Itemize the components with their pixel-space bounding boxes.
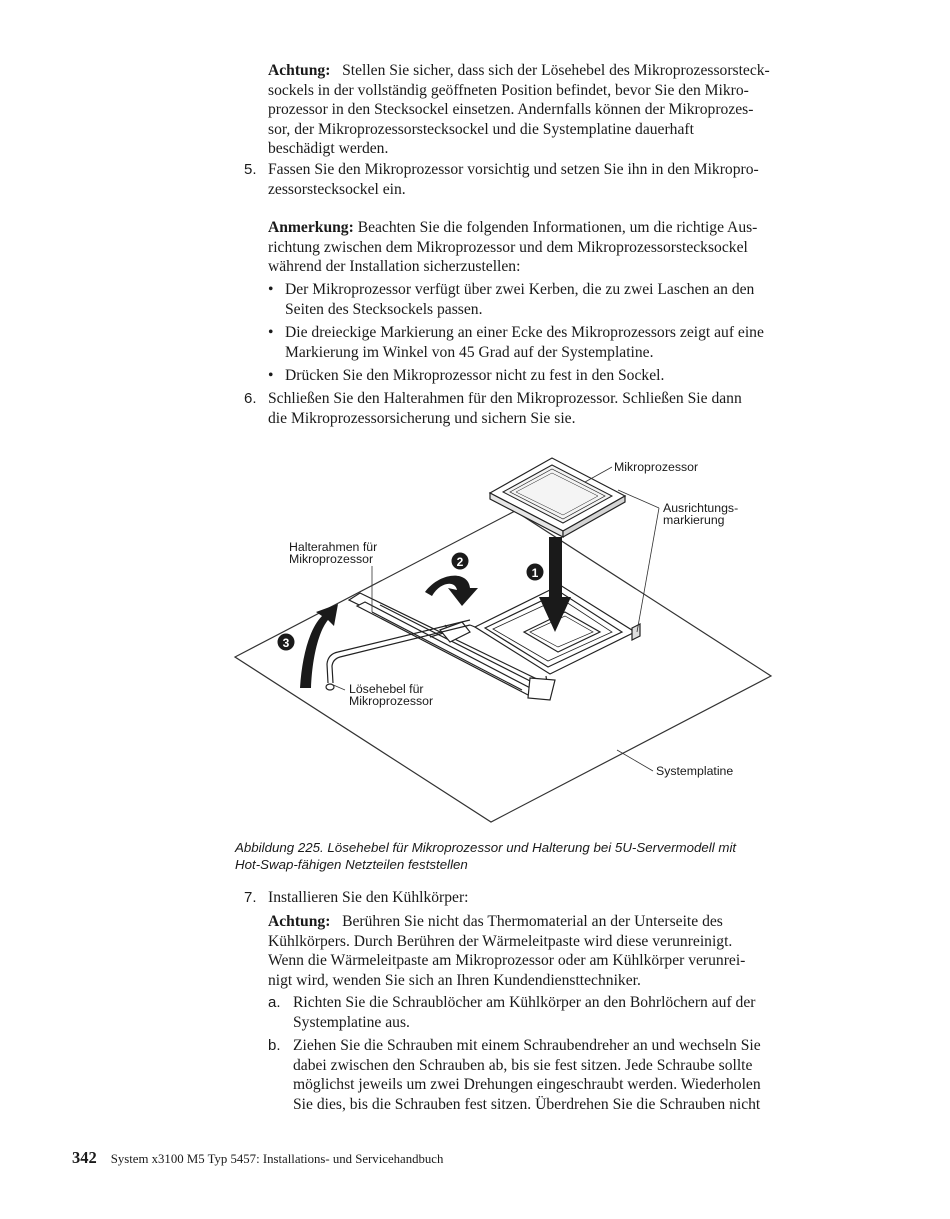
substep-letter: a. (268, 994, 281, 1011)
step-number: 6. (244, 390, 257, 407)
step-7-title: Installieren Sie den Kühlkörper: (268, 889, 469, 906)
attention-line: nigt wird, wenden Sie sich an Ihren Kundendiensttechniker. (268, 971, 641, 989)
label-retention-frame: Halterahmen für (289, 540, 378, 554)
note-line: richtung zwischen dem Mikroprozessor und dem Mikroprozessorstecksockel (268, 238, 748, 256)
substep-line: Systemplatine aus. (293, 1013, 410, 1031)
attention-line: prozessor in den Stecksockel einsetzen. Andernfalls können der Mikroprozes- (268, 101, 754, 118)
caption-line: Hot-Swap-fähigen Netzteilen feststellen (235, 857, 468, 872)
step-number: 7. (244, 889, 257, 906)
callout-2 (452, 553, 469, 570)
callout-1 (527, 564, 544, 581)
footer-text: System x3100 M5 Typ 5457: Installations- und Servicehandbuch (110, 1152, 444, 1166)
attention-line: Stellen Sie sicher, dass sich der Lösehebel des Mikroprozessorsteck- (342, 62, 770, 79)
attention-line: beschädigt werden. (268, 140, 389, 157)
callout-number: 3 (282, 636, 290, 650)
step-line: die Mikroprozessorsicherung und sichern Sie sie. (268, 409, 576, 427)
attention-line: Berühren Sie nicht das Thermomaterial an der Unterseite des (342, 913, 723, 930)
attention-label: Achtung: (268, 62, 331, 79)
bullet-marker: • (268, 324, 274, 341)
bullet-line: Der Mikroprozessor verfügt über zwei Kerben, die zu zwei Laschen an den (285, 281, 755, 298)
figure-caption (235, 839, 835, 873)
label-alignment-mark: Ausrichtungs- (663, 501, 739, 515)
bullet-marker: • (268, 367, 274, 384)
substep-letter: b. (268, 1037, 281, 1054)
attention-line: Kühlkörpers. Durch Berühren der Wärmeleitpaste wird diese verunreinigt. (268, 932, 733, 950)
page-number: 342 (72, 1148, 97, 1167)
callout-number: 1 (531, 566, 539, 580)
bullet-line: Drücken Sie den Mikroprozessor nicht zu fest in den Sockel. (285, 367, 665, 384)
step-number: 5. (244, 161, 257, 178)
bullet-line: Seiten des Stecksockels passen. (285, 300, 483, 318)
attention-line: sor, der Mikroprozessorstecksockel und die Systemplatine dauerhaft (268, 120, 694, 138)
label-system-board: Systemplatine (656, 764, 734, 778)
step-line: Fassen Sie den Mikroprozessor vorsichtig und setzen Sie ihn in den Mikropro- (268, 161, 759, 178)
substep-line: Richten Sie die Schraublöcher am Kühlkörper an den Bohrlöchern auf der (293, 994, 756, 1011)
page-footer (72, 1148, 443, 1168)
callout-number: 2 (456, 555, 464, 569)
label-retention-frame: Mikroprozessor (289, 552, 374, 566)
note-line: Beachten Sie die folgenden Informationen, um die richtige Aus- (357, 219, 758, 236)
substep-line: dabei zwischen den Schrauben ab, bis sie fest sitzen. Jede Schraube sollte (293, 1056, 753, 1074)
callout-3 (278, 634, 295, 651)
note-label: Anmerkung: (268, 219, 354, 236)
step-line: zessorstecksockel ein. (268, 180, 406, 198)
substep-line: möglichst jeweils um zwei Drehungen eingeschraubt werden. Wiederholen (293, 1076, 761, 1093)
substep-b (293, 1036, 853, 1114)
step-line: Schließen Sie den Halterahmen für den Mikroprozessor. Schließen Sie dann (268, 390, 742, 407)
label-microprocessor: Mikroprozessor (614, 460, 699, 474)
attention-label: Achtung: (268, 913, 331, 930)
step-7-attention (268, 912, 848, 990)
attention-line: sockels in der vollständig geöffneten Position befindet, bevor Sie den Mikro- (268, 81, 749, 99)
attention-line: Wenn die Wärmeleitpaste am Mikroprozessor oder am Kühlkörper verunrei- (268, 952, 746, 969)
substep-line: Sie dies, bis die Schrauben fest sitzen. Überdrehen Sie die Schrauben nicht (293, 1095, 761, 1113)
substep-line: Ziehen Sie die Schrauben mit einem Schraubendreher an und wechseln Sie (293, 1037, 761, 1054)
bullet-line: Markierung im Winkel von 45 Grad auf der Systemplatine. (285, 343, 654, 361)
label-alignment-mark: markierung (663, 513, 725, 527)
bullet-line: Die dreieckige Markierung an einer Ecke des Mikroprozessors zeigt auf eine (285, 324, 764, 341)
note-line: während der Installation sicherzustellen: (268, 258, 521, 275)
caption-line: Abbildung 225. Lösehebel für Mikroprozessor und Halterung bei 5U-Servermodell mit (235, 840, 737, 855)
label-release-lever: Lösehebel für (349, 682, 424, 696)
substep-a (293, 993, 853, 1032)
label-release-lever: Mikroprozessor (349, 694, 434, 708)
bullet-marker: • (268, 281, 274, 298)
